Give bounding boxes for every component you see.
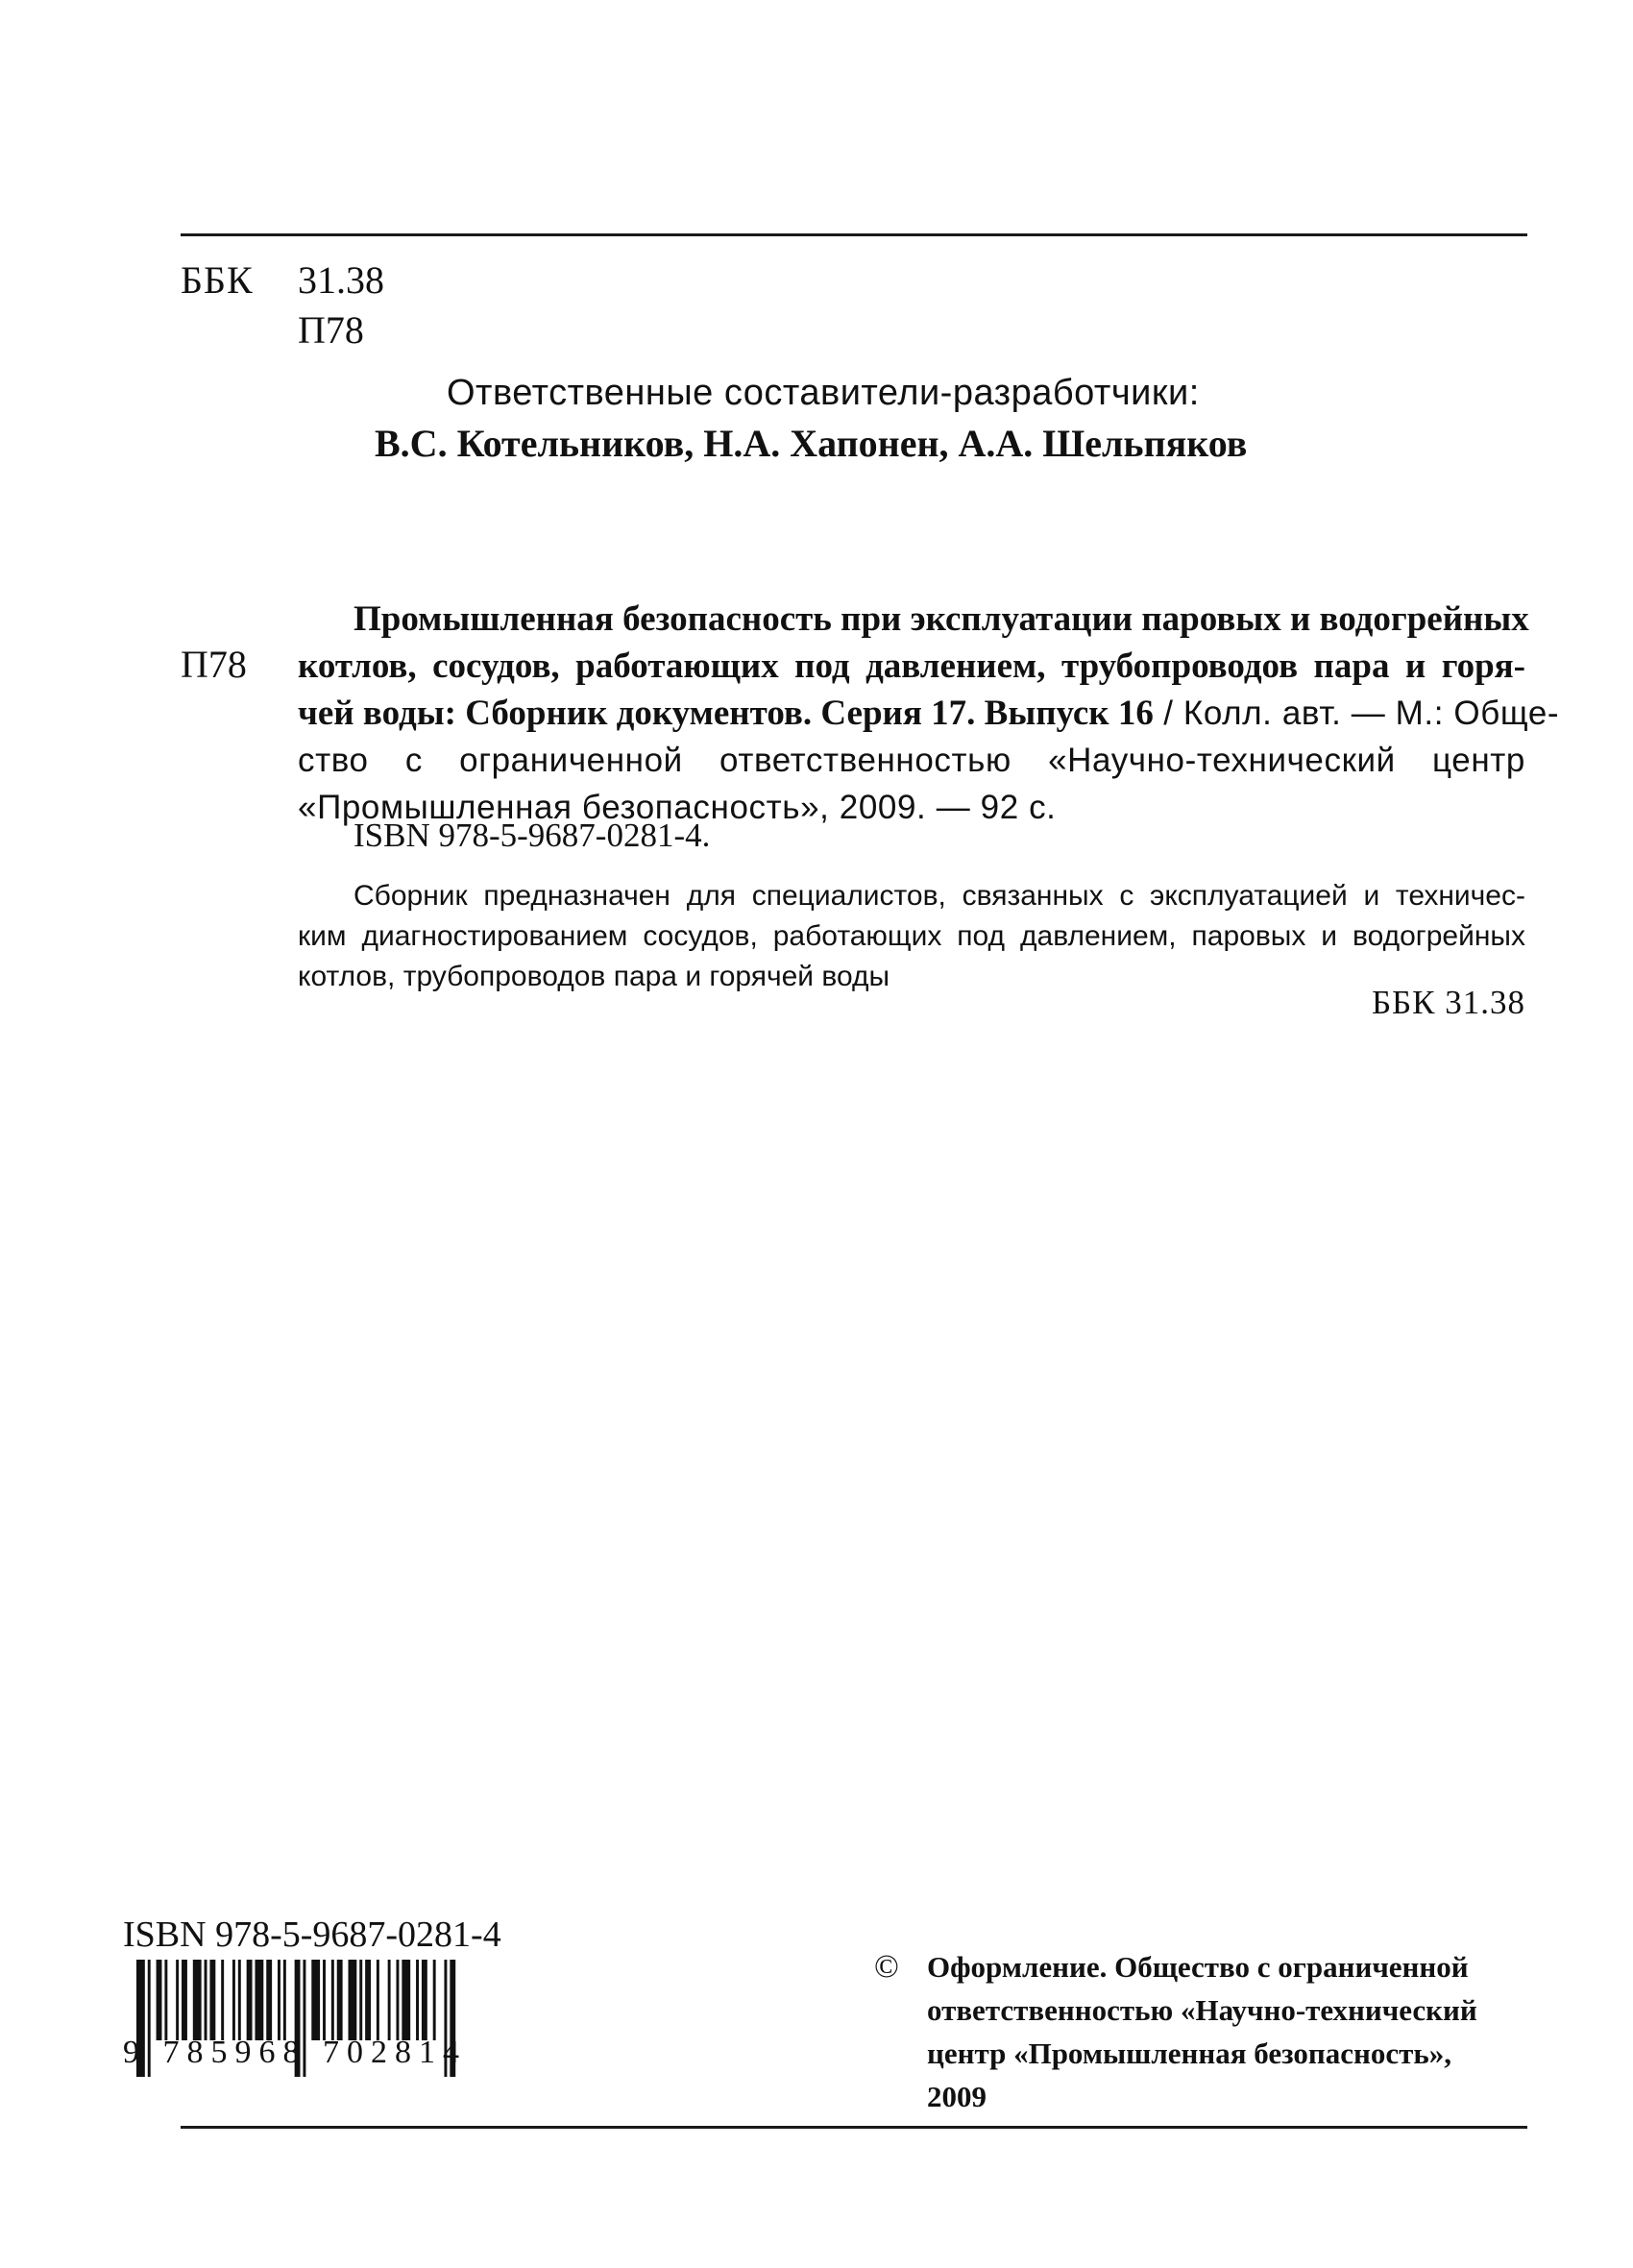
barcode-bar bbox=[331, 1960, 334, 2040]
barcode-bar bbox=[176, 1960, 179, 2040]
barcode-isbn: ISBN 978-5-9687-0281-4 bbox=[123, 1914, 501, 1955]
bottom-rule bbox=[181, 2126, 1527, 2129]
barcode-bar bbox=[255, 1960, 263, 2040]
barcode-bar bbox=[388, 1960, 391, 2040]
annotation-line: котлов, трубопроводов пара и горячей воды bbox=[298, 961, 890, 992]
annotation-line: ким диагностированием сосудов, работающих под давлением, паровых и водогрейных bbox=[298, 920, 1525, 952]
entry-isbn: ISBN 978-5-9687-0281-4. bbox=[353, 817, 711, 854]
entry-line: чей воды: Сборник документов. Серия 17. Выпуск 16 / Колл. авт. — М.: Обще- bbox=[298, 694, 1560, 733]
barcode-bar bbox=[365, 1960, 371, 2040]
bbk-label: ББК bbox=[181, 258, 254, 302]
barcode-bar bbox=[323, 1960, 326, 2040]
barcode-bar bbox=[266, 1960, 272, 2040]
entry-line: «Промышленная безопасность», 2009. — 92 с. bbox=[298, 789, 1057, 826]
copyright-symbol: © bbox=[874, 1949, 899, 1985]
entry-line: котлов, сосудов, работающих под давлением, трубопроводов пара и горя- bbox=[298, 646, 1525, 686]
copyright-line: Оформление. Общество с ограниченной bbox=[927, 1950, 1469, 1984]
barcode-bar bbox=[157, 1960, 162, 2040]
barcode-bar bbox=[283, 1960, 286, 2040]
barcode-bar bbox=[205, 1960, 207, 2040]
barcode-bar bbox=[377, 1960, 379, 2040]
barcode-bar bbox=[209, 1960, 215, 2040]
entry-author-mark: П78 bbox=[181, 643, 247, 686]
barcode-bar bbox=[164, 1960, 167, 2040]
barcode-bar bbox=[182, 1960, 187, 2040]
barcode-bar bbox=[238, 1960, 241, 2040]
entry-line: ство с ограниченной ответственностью «Научно-технический центр bbox=[298, 742, 1525, 779]
barcode-bar bbox=[247, 1960, 253, 2040]
barcode-bar bbox=[402, 1960, 410, 2040]
barcode-bar bbox=[311, 1960, 320, 2040]
bbk-code: 31.38 bbox=[298, 258, 384, 302]
annotation bbox=[298, 876, 1525, 997]
barcode-bar bbox=[193, 1960, 202, 2040]
copyright-line: 2009 bbox=[927, 2080, 987, 2113]
barcode-bar bbox=[433, 1960, 436, 2040]
top-rule bbox=[181, 233, 1527, 236]
bibliographic-entry bbox=[298, 596, 1560, 831]
barcode-bar bbox=[232, 1960, 235, 2040]
barcode-bar bbox=[422, 1960, 427, 2040]
annotation-line: Сборник предназначен для специалистов, связанных с эксплуатацией и техничес- bbox=[353, 880, 1525, 912]
barcode-bar bbox=[359, 1960, 362, 2040]
entry-line: Промышленная безопасность при эксплуатации паровых и водогрейных bbox=[353, 599, 1529, 639]
compilers-caption: Ответственные составители-разработчики: bbox=[447, 373, 1200, 413]
barcode-bar bbox=[337, 1960, 343, 2040]
barcode-bar bbox=[221, 1960, 224, 2040]
barcode-bar bbox=[278, 1960, 280, 2040]
barcode-bar bbox=[349, 1960, 357, 2040]
barcode-digits: 9 785968 702814 bbox=[123, 2035, 467, 2070]
barcode-bar bbox=[416, 1960, 419, 2040]
author-mark: П78 bbox=[298, 308, 364, 352]
copyright-line: центр «Промышленная безопасность», bbox=[927, 2036, 1451, 2070]
barcode-bar bbox=[396, 1960, 399, 2040]
compilers-names: В.С. Котельников, Н.А. Хапонен, А.А. Шельпяков bbox=[375, 422, 1248, 465]
copyright-notice bbox=[874, 1945, 1477, 2118]
bbk-bottom: ББК 31.38 bbox=[1371, 984, 1525, 1021]
copyright-line: ответственностью «Научно-технический bbox=[927, 1993, 1477, 2027]
